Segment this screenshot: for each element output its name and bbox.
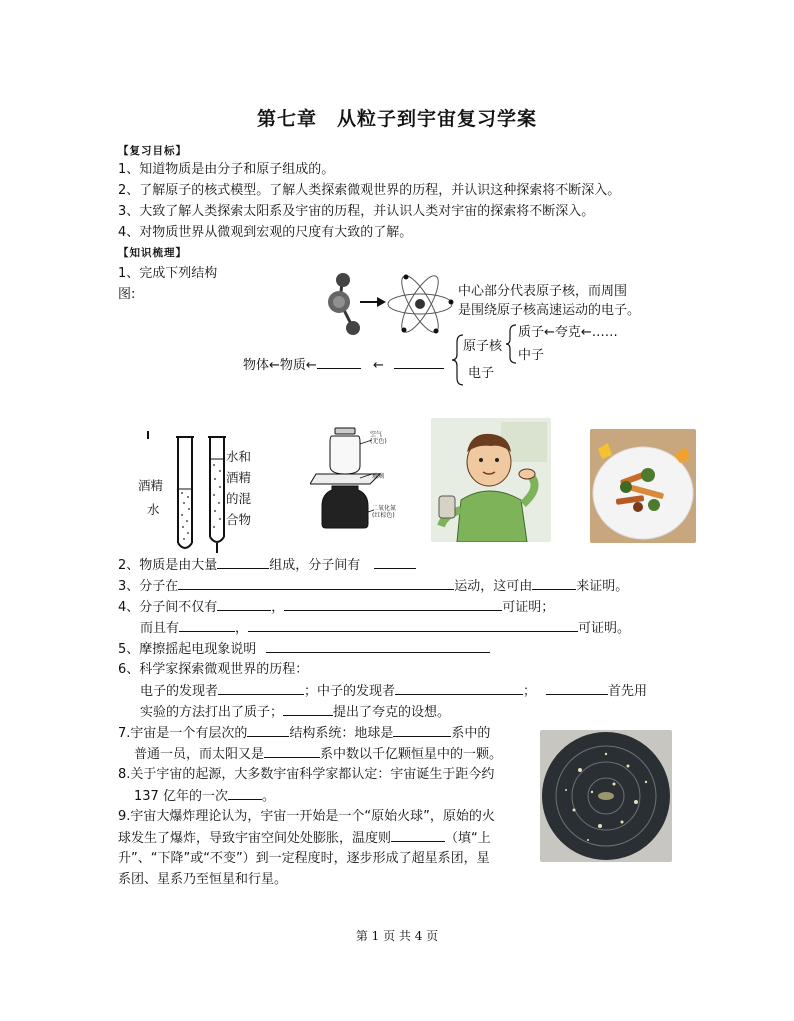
blank-q6-3[interactable] [546,682,608,695]
question-6-line3: 实验的方法打出了质子； 提出了夸克的设想。 [140,705,451,720]
blank-q4-3[interactable] [179,619,235,632]
q1-line2: 图: [118,287,136,302]
question-4-line1: 4、分子间不仅有 ， 可证明； [118,600,555,615]
blank-q7-2[interactable] [393,724,451,737]
atom-note-line2: 是围绕原子核高速运动的电子。 [458,303,641,318]
blank-q4-4[interactable] [248,619,578,632]
label-air: 空气 (无色) [370,431,387,445]
boy-smelling-figure [431,418,551,542]
question-5: 5、摩擦摇起电现象说明 [118,640,490,659]
brace-nucleus [505,324,517,364]
question-9-line4: 系团、星系乃至恒星和行星。 [118,872,288,887]
neutron-label: 中子 [518,348,545,363]
page-footer: 第 1 页 共 4 页 [355,929,439,943]
question-4-line2: 而且有 ， 可证明。 [140,621,631,636]
blank-q8-1[interactable] [228,787,262,800]
nucleus-label: 原子核 [463,339,503,354]
tube-label-mixture: 水和 酒精 的混 合物 [226,449,252,527]
blank-q7-1[interactable] [247,724,289,737]
blank-q2-1[interactable] [217,556,269,569]
question-9-line3: 升”、“下降”或“不变”）到一定程度时，逐步形成了超星系团，星 [118,851,490,866]
question-6-line1: 6、科学家探索微观世界的历程： [118,662,309,677]
blank-q3-1[interactable] [178,577,454,590]
objectives-tag: 【复习目标】 [118,145,187,157]
question-7-line2: 普通一员，而太阳又是 系中数以千亿颗恒星中的一颗。 [134,747,503,762]
proton-label: 质子←夸克←…… [518,325,618,340]
blank-q2-2[interactable] [374,556,416,569]
blank-q4-1[interactable] [217,598,271,611]
knowledge-tag: 【知识梳理】 [118,247,187,259]
blank-q4-2[interactable] [284,598,502,611]
molecule-atom-diagram [320,262,460,347]
blank-q9-1[interactable] [391,829,445,842]
blank-q7-3[interactable] [264,745,320,758]
objective-4: 4、对物质世界从微观到宏观的尺度有大致的了解。 [118,225,413,240]
q1-line1: 1、完成下列结构 [118,266,218,281]
atom-note-line1: 中心部分代表原子核，而周围 [458,284,628,299]
blank-q6-1[interactable] [218,682,304,695]
food-plate-figure [590,429,696,543]
question-7-line1: 7.宇宙是一个有层次的 结构系统：地球是 系中的 [118,726,491,741]
universe-figure [540,730,672,862]
question-2: 2、物质是由大量 组成，分子间有 [118,556,416,575]
blank-q3-2[interactable] [532,577,576,590]
objective-2: 2、了解原子的核式模型。了解人类探索微观世界的历程，并认识这种探索将不断深入。 [118,183,621,198]
objective-3: 3、大致了解人类探索太阳系及宇宙的历程，并认识人类对宇宙的探索将不断深入。 [118,204,595,219]
blank-atom[interactable] [394,356,444,369]
tube-label-water: 水 [147,502,160,517]
question-8-line2: 137 亿年的一次 。 [134,789,275,804]
blank-q6-2[interactable] [395,682,523,695]
tube-label-alcohol: 酒精 [138,478,164,493]
page-title: 第七章 从粒子到宇宙复习学案 [256,108,537,130]
question-8-line1: 8.关于宇宙的起源，大多数宇宙科学家都认定：宇宙诞生于距今约 [118,767,495,782]
label-no2: 二氧化氮 (红棕色) [372,505,397,519]
blank-q6-4[interactable] [283,703,333,716]
question-9-line2: 球发生了爆炸，导致宇宙空间处处膨胀，温度则 （填“上 [118,831,491,846]
blank-molecule[interactable] [317,356,361,369]
electron-label: 电子 [468,366,495,381]
blank-q5-1[interactable] [266,640,490,653]
question-6-line2: 电子的发现者 ；中子的发现者 ； 首先用 [140,684,648,699]
question-9-line1: 9.宇宙大爆炸理论认为，宇宙一开始是一个“原始火球”，原始的火 [118,809,495,824]
label-glass: 玻璃 [372,473,385,480]
chain-left: 物体←物质← [243,358,317,373]
chain-arrow: ← [372,358,384,373]
question-3: 3、分子在 运动，这可由 来证明。 [118,579,629,594]
objective-1: 1、知道物质是由分子和原子组成的。 [118,162,335,177]
